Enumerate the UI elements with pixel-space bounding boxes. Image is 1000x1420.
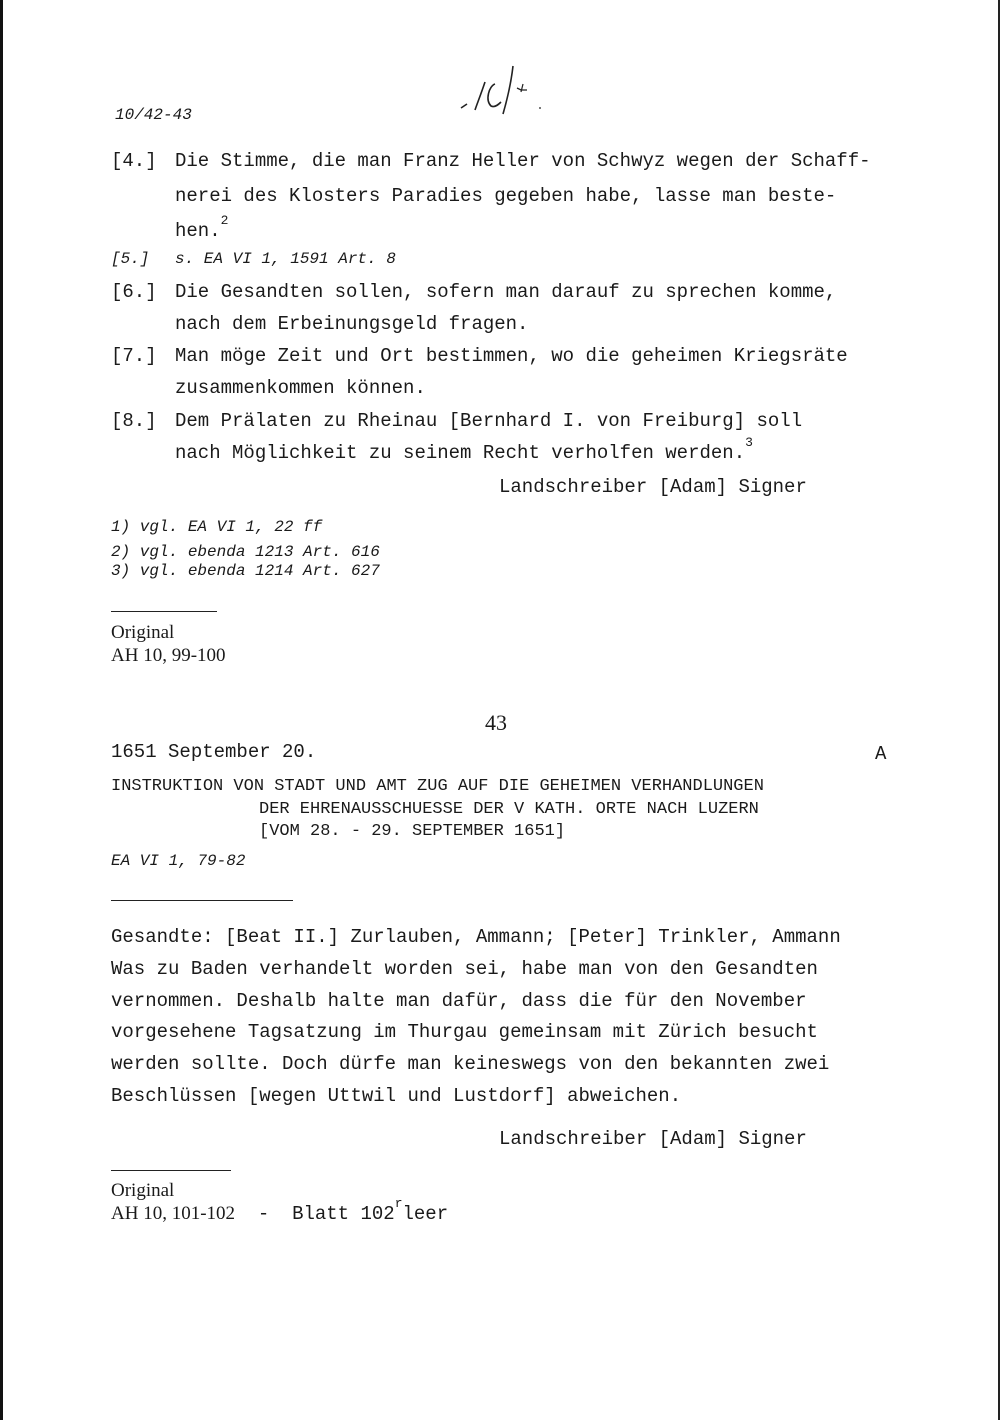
ea-reference: EA VI 1, 79-82 <box>111 852 246 870</box>
item-number: [7.] <box>111 345 157 367</box>
footnote: 1) vgl. EA VI 1, 22 ff <box>111 518 323 536</box>
body-line: werden sollte. Doch dürfe man keineswegs von den bekannten zwei <box>111 1053 830 1075</box>
body-line: Gesandte: [Beat II.] Zurlauben, Ammann; [Peter] Trinkler, Ammann <box>111 926 841 948</box>
document-title-line: INSTRUKTION VON STADT UND AMT ZUG AUF DIE GEHEIMEN VERHANDLUNGEN <box>111 777 764 796</box>
body-line: Was zu Baden verhandelt worden sei, habe man von den Gesandten <box>111 958 818 980</box>
document-title-line: DER EHRENAUSSCHUESSE DER V KATH. ORTE NACH LUZERN <box>259 800 759 819</box>
source-reference: AH 10, 99-100 <box>111 645 226 666</box>
item-text-line: hen.$^2$ <box>175 213 229 242</box>
item-text-line: nach Möglichkeit zu seinem Recht verholfen werden.$^3$ <box>175 435 753 464</box>
footnote: 3) vgl. ebenda 1214 Art. 627 <box>111 562 380 580</box>
separator-rule <box>111 900 293 901</box>
document-letter: A <box>875 743 887 765</box>
source-reference: AH 10, 101-102 - Blatt 102$^r$leer <box>111 1196 449 1225</box>
handwritten-mark <box>455 60 545 120</box>
separator-rule <box>111 1170 231 1171</box>
source-label: Original <box>111 622 175 643</box>
footnote: 2) vgl. ebenda 1213 Art. 616 <box>111 543 380 561</box>
footnote-marker: 3 <box>745 435 753 450</box>
item-text-line: zusammenkommen können. <box>175 377 426 399</box>
item-number: [5.] <box>111 250 150 268</box>
item-number: [6.] <box>111 281 157 303</box>
item-number: [8.] <box>111 410 157 432</box>
item-text-line: Man möge Zeit und Ort bestimmen, wo die geheimen Kriegsräte <box>175 345 848 367</box>
item-text-line: nach dem Erbeinungsgeld fragen. <box>175 313 529 335</box>
body-line: vernommen. Deshalb halte man dafür, dass die für den November <box>111 990 807 1012</box>
item-text-line: Die Stimme, die man Franz Heller von Schwyz wegen der Schaff- <box>175 150 871 172</box>
document-date: 1651 September 20. <box>111 741 317 763</box>
item-text-line: Dem Prälaten zu Rheinau [Bernhard I. von Freiburg] soll <box>175 410 803 432</box>
footnote-marker: 2 <box>220 213 229 228</box>
item-text-line: nerei des Klosters Paradies gegeben habe, lasse man beste- <box>175 185 837 207</box>
separator-rule <box>111 611 217 612</box>
document-number: 43 <box>485 710 507 735</box>
item-number: [4.] <box>111 150 157 172</box>
item-reference: s. EA VI 1, 1591 Art. 8 <box>175 250 396 268</box>
source-label: Original <box>111 1180 175 1201</box>
item-text-line: Die Gesandten sollen, sofern man darauf zu sprechen komme, <box>175 281 837 303</box>
document-title-line: [VOM 28. - 29. SEPTEMBER 1651] <box>259 822 566 841</box>
body-line: vorgesehene Tagsatzung im Thurgau gemeinsam mit Zürich besucht <box>111 1021 818 1043</box>
signature: Landschreiber [Adam] Signer <box>499 476 807 498</box>
reference-code: 10/42-43 <box>115 106 192 124</box>
body-line: Beschlüssen [wegen Uttwil und Lustdorf] abweichen. <box>111 1085 682 1107</box>
signature: Landschreiber [Adam] Signer <box>499 1128 807 1150</box>
